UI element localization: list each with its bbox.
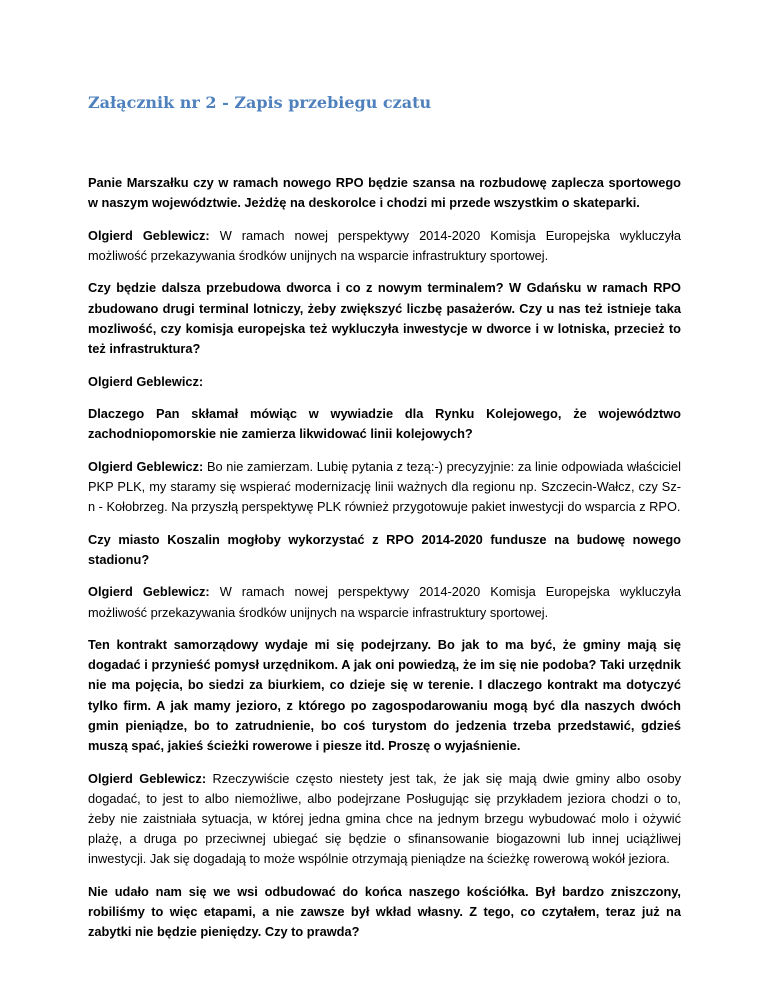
answer-text: W ramach nowej perspektywy 2014-2020 Komisja Europejska wykluczyła możliwość przekazywania środków unijnych na wsparcie infrastruktury sportowej. [88,227,682,263]
question-5: Ten kontrakt samorządowy wydaje mi się podejrzany. Bo jak to ma być, że gminy mają się dogadać i przynieść pomysł urzędnikom. A jak oni powiedzą, że im się nie podoba? Taki urzędnik nie ma pojęcia, bo siedzi za biurkiem, co dzieje się w terenie. I dlaczego kontrakt ma dotyczyć tylko firm. A jak mamy jezioro, z którego po zagospodarowaniu mogą być dla naszych dwóch gmin pieniądze, bo to zatrudnienie, bo coś turystom do jedzenia trzeba przedstawić, gdzieś muszą spać, jakieś ścieżki rowerowe i piesze itd. Proszę o wyjaśnienie. [88,637,681,754]
answer-text: W ramach nowej perspektywy 2014-2020 Komisja Europejska wykluczyła możliwość przekazywania środków unijnych na wsparcie infrastruktury sportowej. [88,584,682,620]
answer-1 [88,226,681,266]
answer-2 [88,372,681,392]
question-4: Czy miasto Koszalin mogłoby wykorzystać z RPO 2014-2020 fundusze na budowę nowego stadionu? [88,531,681,567]
answer-text: Rzeczywiście często niestety jest tak, że jak się mają dwie gminy albo osoby dogadać, to jest to albo niemożliwe, albo podejrzane Posługując się przykładem jeziora chodzi o to, żeby nie zaistniała sytuacja, w której jedna gmina chce na jednym brzegu wybudować molo i ożywić plażę, a druga po przeciwnej ubiegać się będzie o sfinansowanie biogazowni lub innej uciążliwej inwestycji. Jak się dogadają to może wspólnie otrzymają pieniądze na ścieżkę rowerową wokół jeziora. [88,770,682,867]
question-6: Nie udało nam się we wsi odbudować do końca naszego kościółka. Był bardzo zniszczony, robiliśmy to więc etapami, a nie zawsze był wkład własny. Z tego, co czytałem, teraz już na zabytki nie będzie pieniędzy. Czy to prawda? [88,883,681,940]
answer-5 [88,769,681,870]
question-2: Czy będzie dalsza przebudowa dworca i co z nowym terminalem? W Gdańsku w ramach RPO zbudowano drugi terminal lotniczy, żeby zwiększyć liczbę pasażerów. Czy u nas też istnieje taka mozliwość, czy komisja europejska też wykluczyła inwestycje w dworce i w lotniska, przecież to też infrastruktura? [88,280,681,357]
speaker-label: Olgierd Geblewicz: [88,458,204,474]
speaker-label: Olgierd Geblewicz: [88,584,210,600]
question-1: Panie Marszałku czy w ramach nowego RPO będzie szansa na rozbudowę zaplecza sportowego w naszym województwie. Jeżdżę na deskorolce i chodzi mi przede wszystkim o skateparki. [88,175,681,211]
document-title: Załącznik nr 2 - Zapis przebiegu czatu [88,93,432,112]
answer-4 [88,582,681,622]
answer-3 [88,457,681,518]
speaker-label: Olgierd Geblewicz: [88,770,207,786]
chat-transcript [88,173,681,955]
question-3: Dlaczego Pan skłamał mówiąc w wywiadzie dla Rynku Kolejowego, że województwo zachodniopomorskie nie zamierza likwidować linii kolejowych? [88,406,681,442]
speaker-label: Olgierd Geblewicz: [88,373,204,389]
answer-text: Bo nie zamierzam. Lubię pytania z tezą:-) precyzyjnie: za linie odpowiada właściciel PKP PLK, my staramy się wspierać modernizację linii ważnych dla regionu np. Szczecin-Wałcz, czy Sz-n - Kołobrzeg. Na przyszłą perspektywę PLK również przygotowuje pakiet inwestycji do wsparcia z RPO. [88,458,681,515]
speaker-label: Olgierd Geblewicz: [88,227,210,243]
